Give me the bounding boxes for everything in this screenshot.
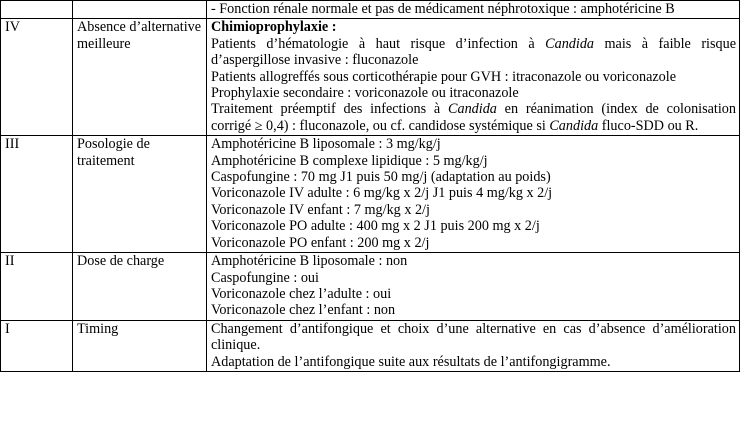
- text-segment: en réanimation (index de colonisation corrigé ≥ 0,4) : fluconazole, ou cf. candidose systémique si: [211, 101, 736, 134]
- content-paragraph: [211, 36, 736, 69]
- criteria-table-body: [1, 1, 740, 372]
- text-segment: Patients d’hématologie à haut risque d’infection à: [211, 35, 546, 52]
- content-line: Voriconazole IV enfant : 7 mg/kg x 2/j: [211, 201, 430, 218]
- table-row: [1, 19, 740, 136]
- criterion-cell: Absence d’alternative meilleure: [73, 19, 207, 136]
- text-segment: mais à faible risque d’aspergillose invasive : fluconazole: [211, 35, 737, 69]
- content-paragraph: [211, 69, 736, 85]
- content-line: Caspofungine : oui: [211, 269, 319, 286]
- text-segment: Traitement préemptif des infections à: [211, 101, 449, 118]
- content-line: Voriconazole chez l’adulte : oui: [211, 285, 392, 302]
- content-paragraph: [211, 85, 736, 101]
- continuation-criterion-cell: [73, 1, 207, 19]
- criterion-cell: Timing: [73, 320, 207, 371]
- content-line: Caspofungine : 70 mg J1 puis 50 mg/j (adaptation au poids): [211, 169, 551, 186]
- grade-cell: IV: [1, 19, 73, 136]
- content-line: Voriconazole chez l’enfant : non: [211, 302, 396, 319]
- grade-cell: I: [1, 320, 73, 371]
- italic-term: Candida: [549, 117, 599, 134]
- grade-cell: II: [1, 253, 73, 321]
- table-row: [1, 253, 740, 321]
- criterion-cell: Posologie de traitement: [73, 136, 207, 253]
- continuation-row: [1, 1, 740, 19]
- italic-term: Candida: [545, 35, 595, 52]
- grade-cell: III: [1, 136, 73, 253]
- content-paragraph: [211, 101, 736, 134]
- content-cell: [207, 19, 740, 136]
- content-line: Adaptation de l’antifongique suite aux résultats de l’antifongigramme.: [211, 353, 611, 370]
- content-line: Amphotéricine B liposomale : 3 mg/kg/j: [211, 136, 441, 153]
- continuation-grade-cell: [1, 1, 73, 19]
- content-cell: [207, 253, 740, 321]
- text-segment: Prophylaxie secondaire : voriconazole ou itraconazole: [211, 85, 519, 102]
- continuation-text: - Fonction rénale normale et pas de médicament néphrotoxique : amphotéricine B: [207, 1, 740, 19]
- text-segment: fluco-SDD ou R.: [598, 117, 699, 134]
- content-line: Voriconazole PO adulte : 400 mg x 2 J1 puis 200 mg x 2/j: [211, 218, 540, 235]
- text-segment: Patients allogreffés sous corticothérapie pour GVH : itraconazole ou voriconazole: [211, 68, 677, 85]
- table-row: [1, 320, 740, 371]
- table-row: [1, 136, 740, 253]
- content-heading: Chimioprophylaxie :: [211, 19, 337, 36]
- content-line: Voriconazole PO enfant : 200 mg x 2/j: [211, 234, 430, 251]
- content-line: Voriconazole IV adulte : 6 mg/kg x 2/j J1 puis 4 mg/kg x 2/j: [211, 185, 553, 202]
- content-line: Amphotéricine B complexe lipidique : 5 mg/kg/j: [211, 152, 488, 169]
- content-line: Changement d’antifongique et choix d’une alternative en cas d’absence d’amélioration clinique.: [211, 320, 736, 354]
- content-line: Amphotéricine B liposomale : non: [211, 253, 408, 270]
- content-cell: [207, 320, 740, 371]
- content-cell: [207, 136, 740, 253]
- criterion-cell: Dose de charge: [73, 253, 207, 321]
- italic-term: Candida: [448, 101, 497, 118]
